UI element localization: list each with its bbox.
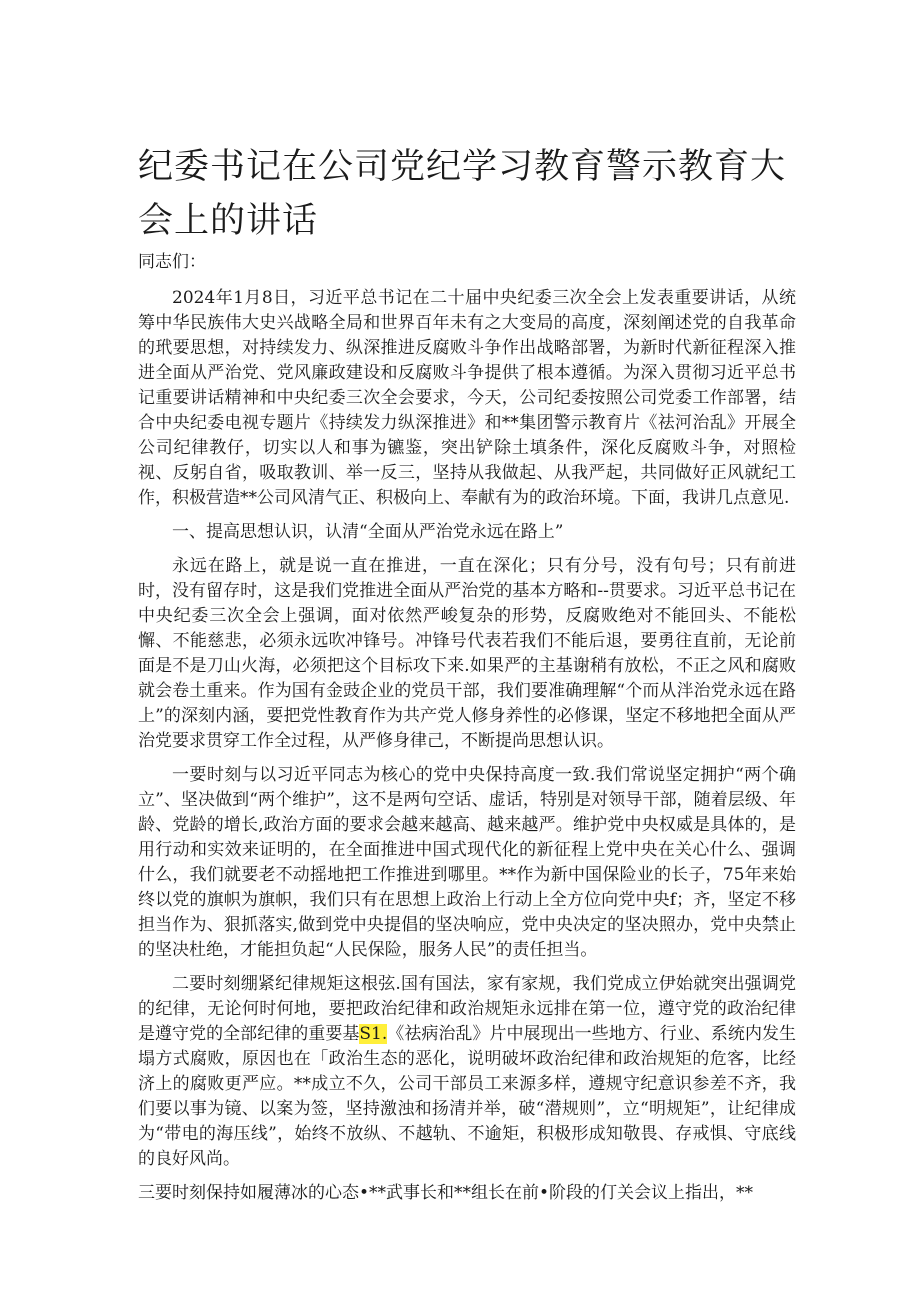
section-heading-1: 一、提高思想认识，认清“全面从严治党永远在路上” [172, 522, 564, 542]
paragraph-always-on-road: 永远在路上，就是说一直在推进，一直在深化；只有分号，没有句号；只有前进时，没有留存时，这是我们党推进全面从严治党的基本方略和--贯要求。习近平总书记在中央纪委三次全会上强调，面对依然严峻复杂的形势，反腐败绝对不能回头、不能松懈、不能慈悲，必须永远吹冲锋号。冲锋号代表若我们不能后退，要勇往直前，无论前面是不是刀山火海，必须把这个目标攻下来.如果严的主基谢稍有放松，不正之风和腐败就会卷土重来。作为国有金豉企业的党员干部，我们要准确理解“个而从泮治党永远在路上”的深刻内涵，要把党性教育作为共产党人修身养性的必修课，坚定不移地把全面从严治党要求贯穿工作全过程，从严修身律己，不断提尚思想认识。 [138, 556, 796, 751]
salutation: 同志们： [138, 252, 206, 272]
paragraph-point-two [138, 972, 796, 1172]
paragraph-point-two-lead: 二要时刻绷紧纪律规矩这根弦.国有国法，家有家规，我们党成立伊始就突出强调党的纪律，无论何时何地，要把政治纪律和政治规矩永远排在第一位，遵守党的政治纪律是遵守党的全部纪律的重要基 [138, 974, 796, 1044]
document-title: 纪委书记在公司党纪学习教育警示教育大会上的讲话 [138, 147, 787, 241]
document-body [138, 286, 796, 1215]
paragraph-intro: 2024年1月8日，习近平总书记在二十届中央纪委三次全会上发表重要讲话，从统筹中华民族伟大史兴战略全局和世界百年未有之大变局的高度，深刻阐述党的自我革命的玳要思想，对持续发力、纵深推进反腐败斗争作出战略部署，为新时代新征程深入推进全面从严治党、党风廉政建设和反腐败斗争提供了根本遵循。为深入贯彻习近平总书记重要讲话精神和中央纪委三次全会要求，今天，公司纪委按照公司党委工作部署，结合中央纪委电视专题片《持续发力纵深推进》和**集团警示教育片《祛河治乱》开展全公司纪律教仔，切实以人和事为镳鉴，突出铲除土填条件，深化反腐败斗争，对照检视、反躬自省，吸取教训、举一反三，坚持从我做起、从我严起，共同做好正风就纪工作，积极营造**公司风清气正、积极向上、奉献有为的政治环境。下面，我讲几点意见. [138, 288, 796, 508]
paragraph-point-one: 一要时刻与以习近平同志为核心的党中央保持高度一致.我们常说坚定拥护“两个确立”、坚决做到“两个维护”，这不是两句空话、虚话，特别是对领导干部，随着层级、年龄、党龄的增长,政治方面的要求会越来越高、越来越严。维护党中央权威是具体的，是用行动和实效来证明的，在全面推进中国式现代化的新征程上党中央在关心什么、强调什么，我们就要老不动摇地把工作推进到哪里。**作为新中国保险业的长子，75年来始终以党的旗帜为旗帜，我们只有在思想上政治上行动上全方位向党中央f；齐，坚定不移担当作为、狠抓落实,做到党中央提倡的坚决响应，党中央决定的坚决照办，党中央禁止的坚决杜绝，才能担负起“人民保险，服务人民”的责任担当。 [138, 765, 796, 960]
highlighted-text: S1. [359, 1024, 388, 1044]
paragraph-point-two-rest: 《祛病治乱》片中展现出一些地方、行业、系统内发生塌方式腐败，原因也在「政治生态的恶化，说明破坏政治纪律和政治规矩的危客，比经济上的腐败更严应。**成立不久，公司干部员工来源多样，遵规守纪意识参差不齐，我们要以事为镜、以案为签，坚持激浊和扬清并举，破“潜规则”，立“明规矩”，让纪律成为“带电的海压线”，始终不放纵、不越轨、不逾矩，积极形成知敬畏、存戒惧、守底线的良好风尚。 [138, 1024, 797, 1169]
paragraph-point-three: 三要时刻保持如履薄冰的心态•**武事长和**组长在前•阶段的仃关会议上指出，** [138, 1183, 754, 1203]
